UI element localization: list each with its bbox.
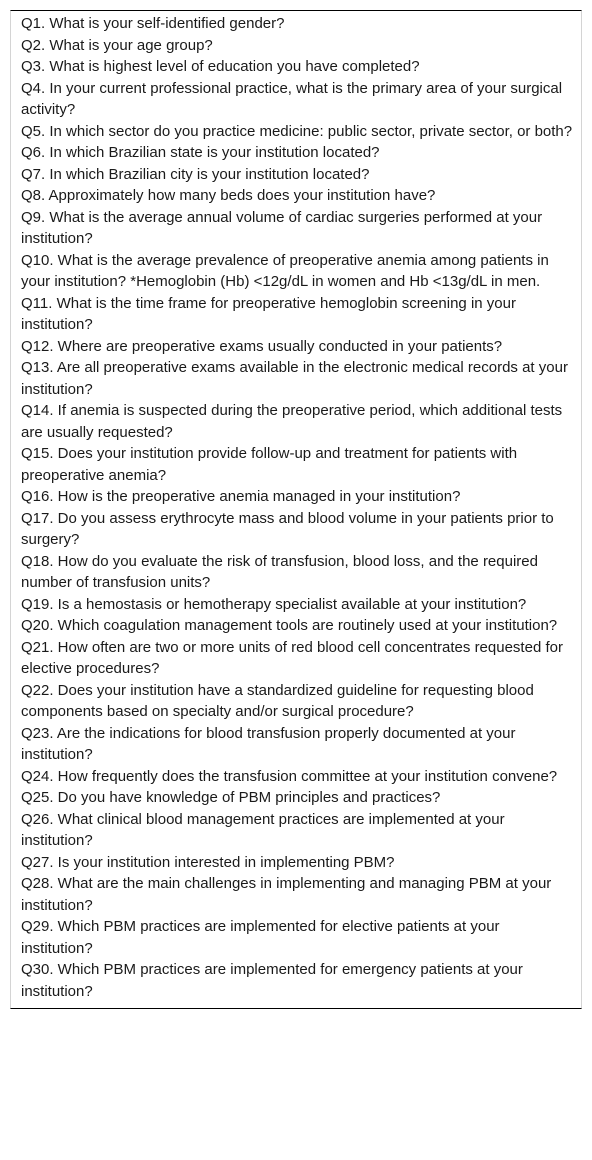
question-row	[11, 78, 581, 121]
question-text: Q10. What is the average prevalence of preoperative anemia among patients in your institution? *Hemoglobin (Hb) <12g/dL in women and Hb <13g/dL in men.	[21, 251, 549, 290]
question-row	[11, 35, 581, 57]
question-row	[11, 207, 581, 250]
question-row	[11, 56, 581, 78]
question-row	[11, 293, 581, 336]
question-row	[11, 637, 581, 680]
question-text: Q5. In which sector do you practice medicine: public sector, private sector, or both?	[21, 122, 573, 140]
question-row	[11, 615, 581, 637]
question-text: Q30. Which PBM practices are implemented for emergency patients at your institution?	[21, 961, 523, 1000]
question-text: Q9. What is the average annual volume of cardiac surgeries performed at your institution?	[21, 208, 543, 247]
question-text: Q8. Approximately how many beds does your institution have?	[21, 187, 436, 204]
question-text: Q16. How is the preoperative anemia managed in your institution?	[21, 488, 461, 505]
question-row	[11, 680, 581, 723]
question-row	[11, 766, 581, 788]
question-row	[11, 551, 581, 594]
question-text: Q15. Does your institution provide follow-up and treatment for patients with preoperative anemia?	[21, 445, 518, 484]
question-row	[11, 852, 581, 874]
question-text: Q6. In which Brazilian state is your institution located?	[21, 144, 380, 161]
question-text: Q18. How do you evaluate the risk of transfusion, blood loss, and the required number of transfusion units?	[21, 552, 538, 591]
question-text: Q3. What is highest level of education you have completed?	[21, 58, 420, 75]
question-row	[11, 916, 581, 959]
question-row	[11, 400, 581, 443]
question-row	[11, 508, 581, 551]
questions-list	[11, 11, 581, 1008]
question-row	[11, 787, 581, 809]
question-row	[11, 486, 581, 508]
question-text: Q29. Which PBM practices are implemented for elective patients at your institution?	[21, 918, 500, 957]
question-text: Q28. What are the main challenges in implementing and managing PBM at your institution?	[21, 875, 552, 914]
question-row	[11, 443, 581, 486]
question-text: Q17. Do you assess erythrocyte mass and blood volume in your patients prior to surgery?	[21, 509, 554, 548]
question-text: Q7. In which Brazilian city is your institution located?	[21, 165, 370, 183]
question-text: Q4. In your current professional practice, what is the primary area of your surgical activity?	[21, 79, 563, 118]
question-text: Q20. Which coagulation management tools are routinely used at your institution?	[21, 617, 558, 634]
question-text: Q14. If anemia is suspected during the preoperative period, which additional tests are usually requested?	[21, 402, 563, 441]
question-row	[11, 873, 581, 916]
question-row	[11, 142, 581, 164]
question-text: Q11. What is the time frame for preoperative hemoglobin screening in your institution?	[21, 294, 516, 333]
question-text: Q26. What clinical blood management practices are implemented at your institution?	[21, 810, 505, 849]
question-text: Q24. How frequently does the transfusion committee at your institution convene?	[21, 767, 558, 785]
question-row	[11, 164, 581, 186]
question-text: Q19. Is a hemostasis or hemotherapy specialist available at your institution?	[21, 595, 527, 613]
question-row	[11, 723, 581, 766]
question-row	[11, 357, 581, 400]
question-text: Q22. Does your institution have a standardized guideline for requesting blood components based on specialty and/or surgical procedure?	[21, 681, 534, 720]
question-row	[11, 185, 581, 207]
question-text: Q1. What is your self-identified gender?	[21, 15, 285, 32]
question-text: Q23. Are the indications for blood transfusion properly documented at your institution?	[21, 724, 516, 763]
question-text: Q27. Is your institution interested in implementing PBM?	[21, 853, 395, 871]
question-text: Q13. Are all preoperative exams available in the electronic medical records at your institution?	[21, 359, 568, 398]
question-text: Q2. What is your age group?	[21, 36, 213, 54]
questionnaire-table	[10, 10, 582, 1009]
question-row	[11, 121, 581, 143]
question-row	[11, 959, 581, 1008]
questions-table	[11, 11, 581, 1008]
question-row	[11, 594, 581, 616]
question-row	[11, 336, 581, 358]
question-row	[11, 11, 581, 35]
question-text: Q21. How often are two or more units of red blood cell concentrates requested for elective procedures?	[21, 638, 563, 677]
question-text: Q12. Where are preoperative exams usually conducted in your patients?	[21, 337, 503, 355]
question-row	[11, 250, 581, 293]
question-row	[11, 809, 581, 852]
question-text: Q25. Do you have knowledge of PBM principles and practices?	[21, 789, 441, 806]
